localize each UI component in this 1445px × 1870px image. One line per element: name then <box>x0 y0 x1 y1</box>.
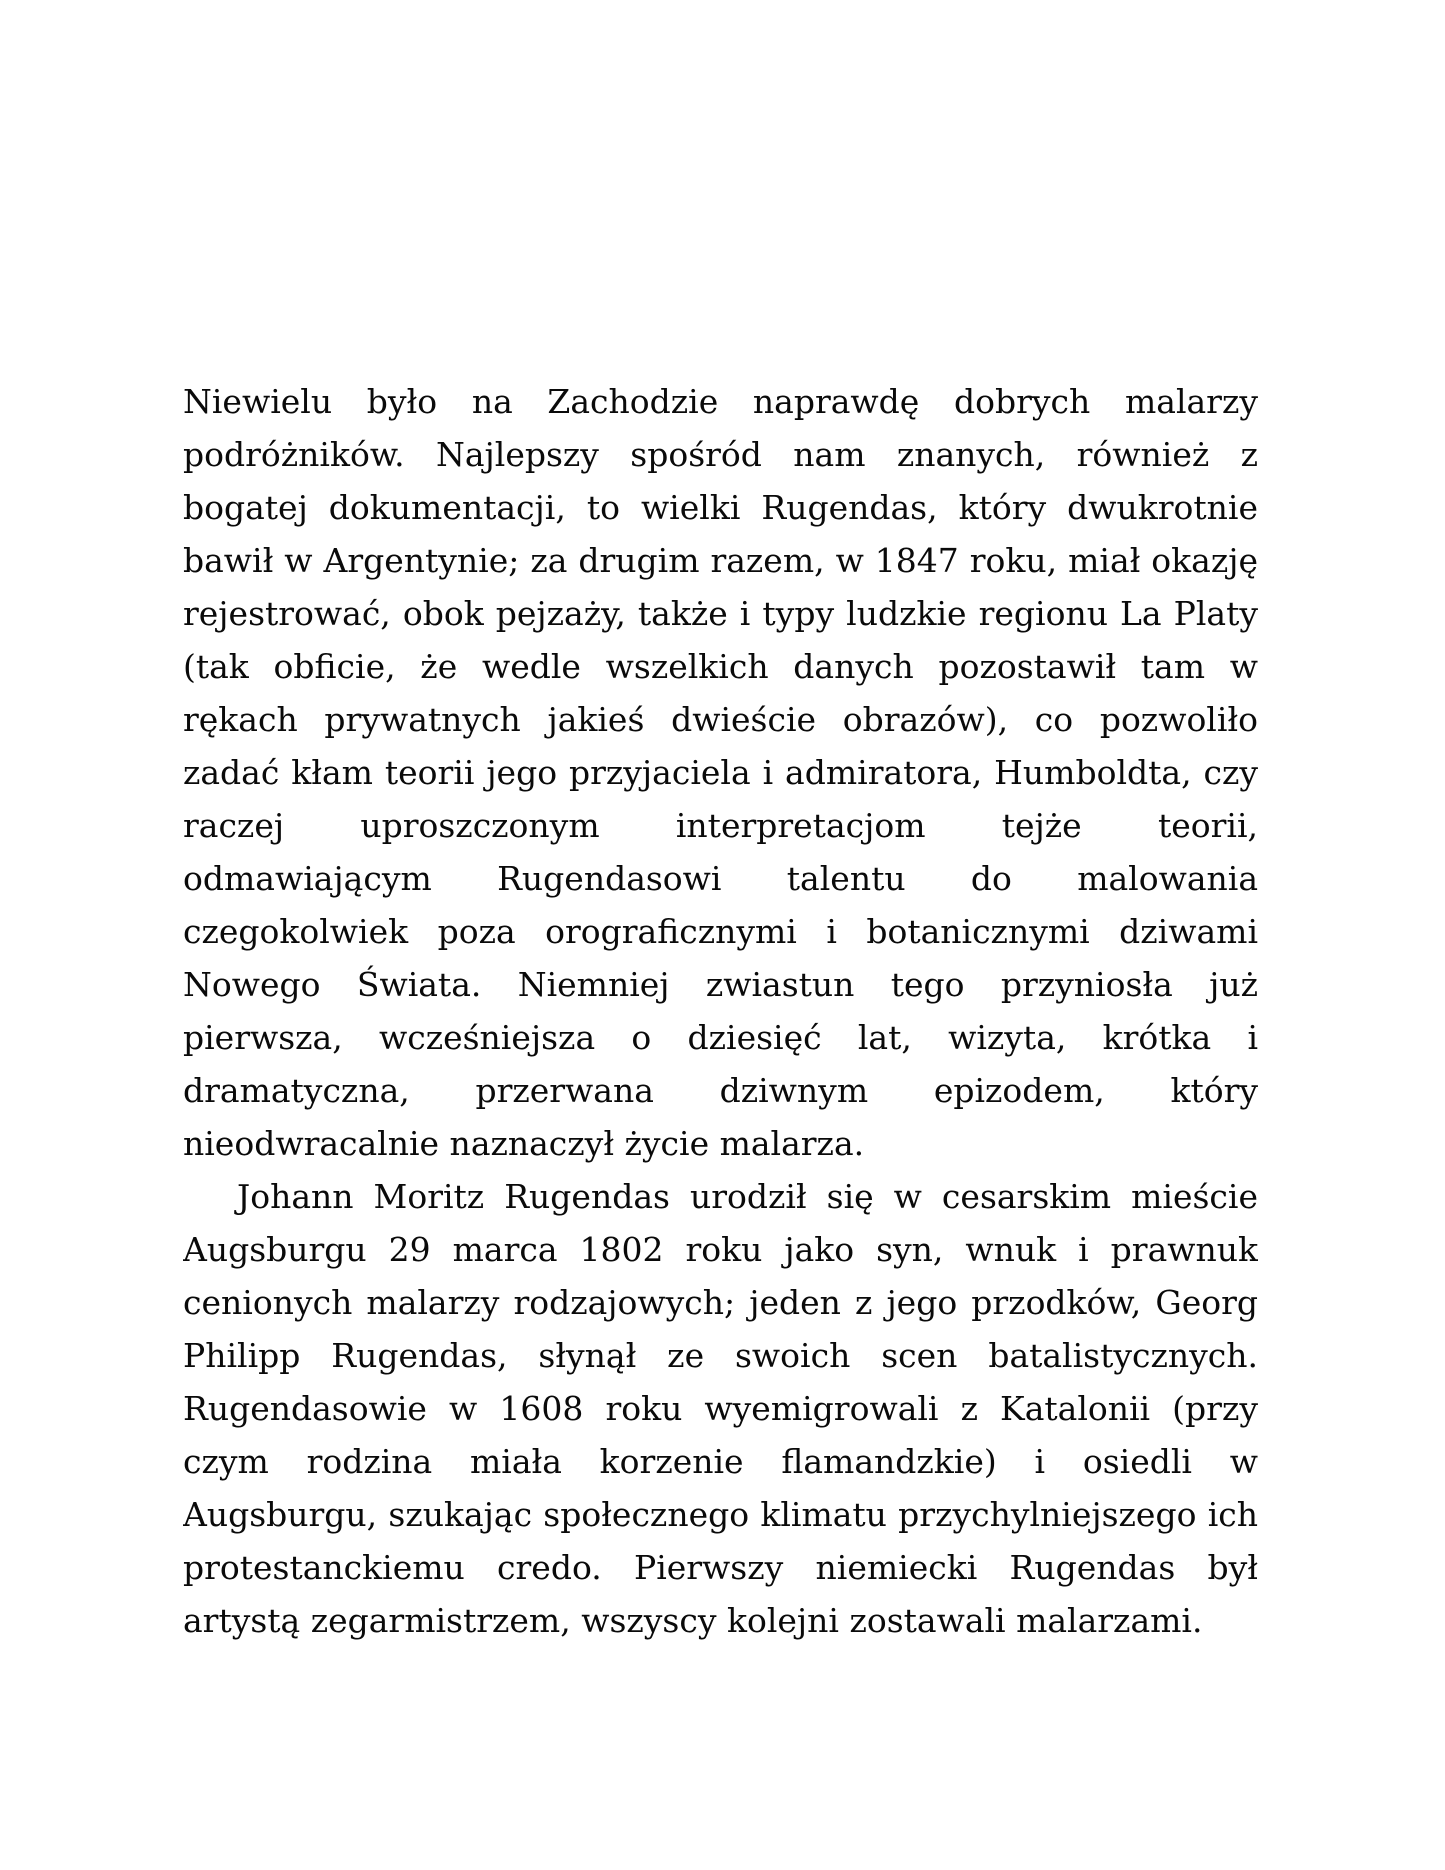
text-line: cenionych malarzy rodzajowych; jeden z jego przodków, Georg <box>183 1283 1258 1322</box>
text-line: rejestrować, obok pejzaży, także i typy ludzkie regionu La Platy <box>183 594 1258 633</box>
text-line: odmawiającym Rugendasowi talentu do malowania <box>183 859 1258 898</box>
text-line: Johann Moritz Rugendas urodził się w cesarskim mieście <box>237 1177 1258 1216</box>
text-line: Niewielu było na Zachodzie naprawdę dobrych malarzy <box>183 382 1258 421</box>
text-line: Rugendasowie w 1608 roku wyemigrowali z Katalonii (przy <box>183 1389 1258 1428</box>
text-line: Nowego Świata. Niemniej zwiastun tego przyniosła już <box>183 965 1258 1004</box>
text-line: (tak obficie, że wedle wszelkich danych pozostawił tam w <box>183 647 1258 686</box>
text-line: pierwsza, wcześniejsza o dziesięć lat, wizyta, krótka i <box>183 1018 1258 1057</box>
text-line: Augsburgu 29 marca 1802 roku jako syn, wnuk i prawnuk <box>183 1230 1258 1269</box>
text-line: dramatyczna, przerwana dziwnym epizodem, który <box>183 1071 1258 1110</box>
text-line: nieodwracalnie naznaczył życie malarza. <box>183 1124 865 1163</box>
text-line: artystą zegarmistrzem, wszyscy kolejni zostawali malarzami. <box>183 1601 1203 1640</box>
text-line: zadać kłam teorii jego przyjaciela i admiratora, Humboldta, czy <box>183 753 1258 792</box>
text-line: Philipp Rugendas, słynął ze swoich scen batalistycznych. <box>183 1336 1258 1375</box>
text-line: czym rodzina miała korzenie flamandzkie) i osiedli w <box>183 1442 1258 1481</box>
text-line: Augsburgu, szukając społecznego klimatu przychylniejszego ich <box>183 1495 1258 1534</box>
text-line: raczej uproszczonym interpretacjom tejże teorii, <box>183 806 1258 845</box>
text-line: bogatej dokumentacji, to wielki Rugendas, który dwukrotnie <box>183 488 1258 527</box>
page-text-block <box>183 375 1258 1647</box>
text-line: czegokolwiek poza orograficznymi i botanicznymi dziwami <box>183 912 1258 951</box>
paragraph-1 <box>183 375 1258 1170</box>
text-line: podróżników. Najlepszy spośród nam znanych, również z <box>183 435 1258 474</box>
paragraph-2 <box>183 1170 1258 1647</box>
text-line: protestanckiemu credo. Pierwszy niemiecki Rugendas był <box>183 1548 1258 1587</box>
text-line: rękach prywatnych jakieś dwieście obrazów), co pozwoliło <box>183 700 1258 739</box>
text-line: bawił w Argentynie; za drugim razem, w 1847 roku, miał okazję <box>183 541 1258 580</box>
